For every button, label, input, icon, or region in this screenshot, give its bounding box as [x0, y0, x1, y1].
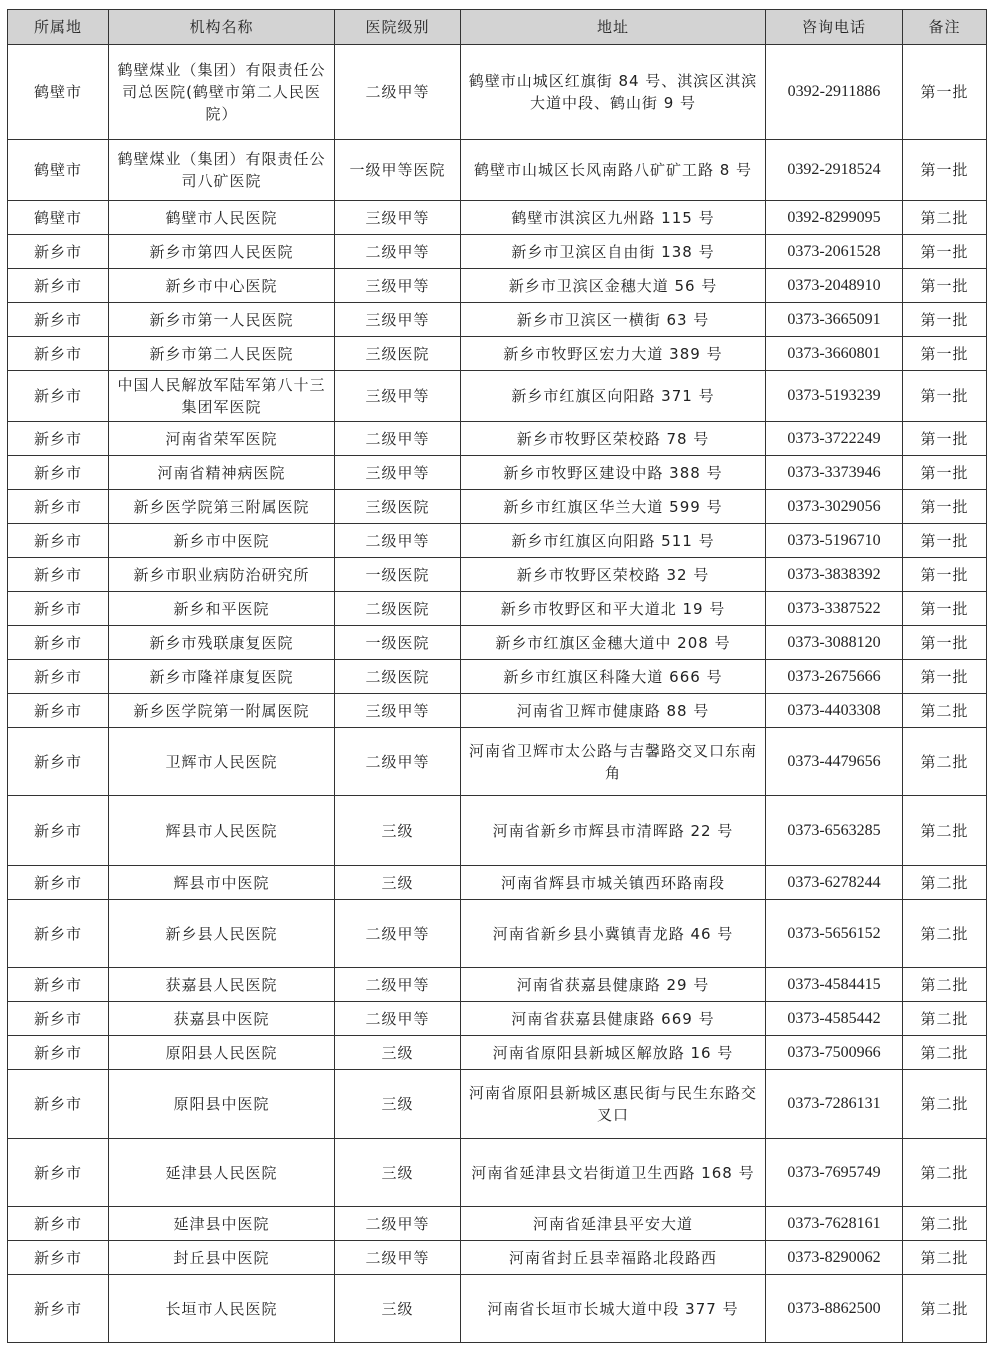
region-cell: 新乡市	[8, 303, 109, 337]
address-cell: 鹤壁市淇滨区九州路 115 号	[461, 201, 766, 235]
address-cell: 河南省辉县市城关镇西环路南段	[461, 866, 766, 900]
address-cell: 新乡市红旗区金穗大道中 208 号	[461, 626, 766, 660]
table-row	[8, 626, 987, 660]
phone-cell: 0373-3373946	[766, 456, 903, 490]
name-cell: 卫辉市人民医院	[109, 728, 335, 796]
table-row	[8, 558, 987, 592]
level-cell: 三级医院	[335, 337, 461, 371]
address-cell: 河南省新乡县小冀镇青龙路 46 号	[461, 900, 766, 968]
name-cell: 新乡市中医院	[109, 524, 335, 558]
address-cell: 河南省封丘县幸福路北段路西	[461, 1241, 766, 1275]
level-cell: 三级甲等	[335, 269, 461, 303]
name-cell: 新乡市残联康复医院	[109, 626, 335, 660]
table-row	[8, 490, 987, 524]
name-cell: 新乡市第一人民医院	[109, 303, 335, 337]
note-cell: 第一批	[903, 592, 987, 626]
note-cell: 第二批	[903, 201, 987, 235]
name-cell: 河南省荣军医院	[109, 422, 335, 456]
level-cell: 三级	[335, 866, 461, 900]
name-cell: 新乡市中心医院	[109, 269, 335, 303]
note-cell: 第二批	[903, 900, 987, 968]
level-cell: 三级甲等	[335, 694, 461, 728]
name-cell: 鹤壁市人民医院	[109, 201, 335, 235]
level-cell: 三级甲等	[335, 201, 461, 235]
address-cell: 河南省获嘉县健康路 29 号	[461, 968, 766, 1002]
region-cell: 新乡市	[8, 1070, 109, 1139]
table-row	[8, 235, 987, 269]
region-cell: 新乡市	[8, 728, 109, 796]
table-row	[8, 1036, 987, 1070]
phone-cell: 0373-3722249	[766, 422, 903, 456]
address-cell: 新乡市牧野区荣校路 78 号	[461, 422, 766, 456]
table-row	[8, 524, 987, 558]
level-cell: 三级	[335, 1275, 461, 1343]
header-level: 医院级别	[335, 10, 461, 45]
table-row	[8, 1207, 987, 1241]
region-cell: 新乡市	[8, 1036, 109, 1070]
note-cell: 第二批	[903, 1036, 987, 1070]
note-cell: 第一批	[903, 337, 987, 371]
level-cell: 二级医院	[335, 592, 461, 626]
address-cell: 新乡市牧野区宏力大道 389 号	[461, 337, 766, 371]
table-row	[8, 728, 987, 796]
region-cell: 新乡市	[8, 626, 109, 660]
level-cell: 二级医院	[335, 660, 461, 694]
table-row	[8, 456, 987, 490]
name-cell: 长垣市人民医院	[109, 1275, 335, 1343]
level-cell: 二级甲等	[335, 45, 461, 140]
address-cell: 河南省延津县文岩街道卫生西路 168 号	[461, 1139, 766, 1207]
phone-cell: 0373-4403308	[766, 694, 903, 728]
name-cell: 原阳县中医院	[109, 1070, 335, 1139]
name-cell: 原阳县人民医院	[109, 1036, 335, 1070]
level-cell: 二级甲等	[335, 728, 461, 796]
phone-cell: 0373-7500966	[766, 1036, 903, 1070]
level-cell: 三级甲等	[335, 456, 461, 490]
table-row	[8, 796, 987, 866]
phone-cell: 0373-6278244	[766, 866, 903, 900]
name-cell: 新乡市第四人民医院	[109, 235, 335, 269]
phone-cell: 0392-2911886	[766, 45, 903, 140]
note-cell: 第二批	[903, 968, 987, 1002]
region-cell: 新乡市	[8, 1275, 109, 1343]
name-cell: 鹤壁煤业（集团）有限责任公司总医院(鹤壁市第二人民医院）	[109, 45, 335, 140]
hospital-table	[7, 9, 987, 1343]
note-cell: 第二批	[903, 694, 987, 728]
level-cell: 三级医院	[335, 490, 461, 524]
level-cell: 二级甲等	[335, 422, 461, 456]
note-cell: 第一批	[903, 269, 987, 303]
table-row	[8, 201, 987, 235]
header-region: 所属地	[8, 10, 109, 45]
note-cell: 第二批	[903, 866, 987, 900]
region-cell: 新乡市	[8, 337, 109, 371]
level-cell: 三级	[335, 1070, 461, 1139]
phone-cell: 0373-2048910	[766, 269, 903, 303]
header-address: 地址	[461, 10, 766, 45]
name-cell: 获嘉县人民医院	[109, 968, 335, 1002]
note-cell: 第一批	[903, 558, 987, 592]
address-cell: 新乡市牧野区荣校路 32 号	[461, 558, 766, 592]
header-phone: 咨询电话	[766, 10, 903, 45]
address-cell: 河南省新乡市辉县市清晖路 22 号	[461, 796, 766, 866]
table-row	[8, 1070, 987, 1139]
region-cell: 新乡市	[8, 490, 109, 524]
level-cell: 三级	[335, 1036, 461, 1070]
note-cell: 第一批	[903, 490, 987, 524]
phone-cell: 0373-5193239	[766, 371, 903, 422]
note-cell: 第二批	[903, 1241, 987, 1275]
header-name: 机构名称	[109, 10, 335, 45]
address-cell: 新乡市红旗区华兰大道 599 号	[461, 490, 766, 524]
name-cell: 河南省精神病医院	[109, 456, 335, 490]
table-row	[8, 660, 987, 694]
table-row	[8, 900, 987, 968]
address-cell: 新乡市卫滨区自由街 138 号	[461, 235, 766, 269]
phone-cell: 0373-7628161	[766, 1207, 903, 1241]
level-cell: 二级甲等	[335, 1002, 461, 1036]
region-cell: 新乡市	[8, 456, 109, 490]
level-cell: 一级甲等医院	[335, 140, 461, 201]
name-cell: 新乡市隆祥康复医院	[109, 660, 335, 694]
phone-cell: 0373-3029056	[766, 490, 903, 524]
region-cell: 新乡市	[8, 694, 109, 728]
level-cell: 二级甲等	[335, 968, 461, 1002]
phone-cell: 0373-4584415	[766, 968, 903, 1002]
header-row	[8, 10, 987, 45]
note-cell: 第二批	[903, 1139, 987, 1207]
region-cell: 新乡市	[8, 371, 109, 422]
table-row	[8, 1275, 987, 1343]
name-cell: 新乡和平医院	[109, 592, 335, 626]
phone-cell: 0373-7695749	[766, 1139, 903, 1207]
address-cell: 新乡市卫滨区一横街 63 号	[461, 303, 766, 337]
header-note: 备注	[903, 10, 987, 45]
level-cell: 三级	[335, 1139, 461, 1207]
name-cell: 新乡县人民医院	[109, 900, 335, 968]
note-cell: 第一批	[903, 140, 987, 201]
region-cell: 新乡市	[8, 866, 109, 900]
phone-cell: 0373-5196710	[766, 524, 903, 558]
table-row	[8, 694, 987, 728]
note-cell: 第二批	[903, 728, 987, 796]
table-row	[8, 269, 987, 303]
name-cell: 鹤壁煤业（集团）有限责任公司八矿医院	[109, 140, 335, 201]
phone-cell: 0373-3088120	[766, 626, 903, 660]
phone-cell: 0373-8862500	[766, 1275, 903, 1343]
table-row	[8, 866, 987, 900]
phone-cell: 0373-3660801	[766, 337, 903, 371]
level-cell: 一级医院	[335, 558, 461, 592]
name-cell: 辉县市人民医院	[109, 796, 335, 866]
table-row	[8, 1139, 987, 1207]
region-cell: 新乡市	[8, 968, 109, 1002]
note-cell: 第二批	[903, 1275, 987, 1343]
region-cell: 鹤壁市	[8, 45, 109, 140]
address-cell: 河南省延津县平安大道	[461, 1207, 766, 1241]
level-cell: 一级医院	[335, 626, 461, 660]
phone-cell: 0373-3665091	[766, 303, 903, 337]
table-row	[8, 371, 987, 422]
note-cell: 第一批	[903, 456, 987, 490]
phone-cell: 0373-3387522	[766, 592, 903, 626]
region-cell: 新乡市	[8, 235, 109, 269]
address-cell: 河南省原阳县新城区解放路 16 号	[461, 1036, 766, 1070]
note-cell: 第一批	[903, 371, 987, 422]
region-cell: 新乡市	[8, 796, 109, 866]
note-cell: 第二批	[903, 1002, 987, 1036]
address-cell: 新乡市红旗区向阳路 371 号	[461, 371, 766, 422]
region-cell: 新乡市	[8, 524, 109, 558]
region-cell: 新乡市	[8, 592, 109, 626]
phone-cell: 0373-5656152	[766, 900, 903, 968]
address-cell: 河南省获嘉县健康路 669 号	[461, 1002, 766, 1036]
phone-cell: 0392-2918524	[766, 140, 903, 201]
phone-cell: 0373-4479656	[766, 728, 903, 796]
name-cell: 新乡市第二人民医院	[109, 337, 335, 371]
note-cell: 第二批	[903, 796, 987, 866]
region-cell: 新乡市	[8, 660, 109, 694]
address-cell: 新乡市卫滨区金穗大道 56 号	[461, 269, 766, 303]
region-cell: 鹤壁市	[8, 140, 109, 201]
address-cell: 新乡市牧野区和平大道北 19 号	[461, 592, 766, 626]
note-cell: 第二批	[903, 1070, 987, 1139]
note-cell: 第一批	[903, 303, 987, 337]
address-cell: 河南省长垣市长城大道中段 377 号	[461, 1275, 766, 1343]
phone-cell: 0373-4585442	[766, 1002, 903, 1036]
note-cell: 第一批	[903, 626, 987, 660]
region-cell: 新乡市	[8, 558, 109, 592]
level-cell: 三级甲等	[335, 303, 461, 337]
name-cell: 新乡市职业病防治研究所	[109, 558, 335, 592]
address-cell: 河南省卫辉市太公路与吉馨路交叉口东南角	[461, 728, 766, 796]
name-cell: 延津县人民医院	[109, 1139, 335, 1207]
level-cell: 三级甲等	[335, 371, 461, 422]
name-cell: 新乡医学院第三附属医院	[109, 490, 335, 524]
table-row	[8, 45, 987, 140]
name-cell: 获嘉县中医院	[109, 1002, 335, 1036]
table-row	[8, 1002, 987, 1036]
name-cell: 新乡医学院第一附属医院	[109, 694, 335, 728]
phone-cell: 0373-7286131	[766, 1070, 903, 1139]
name-cell: 辉县市中医院	[109, 866, 335, 900]
region-cell: 新乡市	[8, 269, 109, 303]
note-cell: 第一批	[903, 660, 987, 694]
region-cell: 新乡市	[8, 1002, 109, 1036]
level-cell: 三级	[335, 796, 461, 866]
table-row	[8, 592, 987, 626]
address-cell: 新乡市红旗区科隆大道 666 号	[461, 660, 766, 694]
name-cell: 中国人民解放军陆军第八十三集团军医院	[109, 371, 335, 422]
address-cell: 鹤壁市山城区红旗街 84 号、淇滨区淇滨大道中段、鹤山街 9 号	[461, 45, 766, 140]
address-cell: 鹤壁市山城区长风南路八矿矿工路 8 号	[461, 140, 766, 201]
level-cell: 二级甲等	[335, 235, 461, 269]
table-row	[8, 337, 987, 371]
region-cell: 新乡市	[8, 1241, 109, 1275]
level-cell: 二级甲等	[335, 524, 461, 558]
level-cell: 二级甲等	[335, 1207, 461, 1241]
note-cell: 第一批	[903, 45, 987, 140]
note-cell: 第一批	[903, 235, 987, 269]
table-row	[8, 968, 987, 1002]
table-row	[8, 140, 987, 201]
note-cell: 第二批	[903, 1207, 987, 1241]
name-cell: 封丘县中医院	[109, 1241, 335, 1275]
address-cell: 河南省原阳县新城区惠民街与民生东路交叉口	[461, 1070, 766, 1139]
phone-cell: 0373-3838392	[766, 558, 903, 592]
table-row	[8, 422, 987, 456]
table-row	[8, 303, 987, 337]
name-cell: 延津县中医院	[109, 1207, 335, 1241]
phone-cell: 0392-8299095	[766, 201, 903, 235]
address-cell: 新乡市红旗区向阳路 511 号	[461, 524, 766, 558]
region-cell: 新乡市	[8, 1207, 109, 1241]
level-cell: 二级甲等	[335, 900, 461, 968]
phone-cell: 0373-8290062	[766, 1241, 903, 1275]
address-cell: 河南省卫辉市健康路 88 号	[461, 694, 766, 728]
address-cell: 新乡市牧野区建设中路 388 号	[461, 456, 766, 490]
note-cell: 第一批	[903, 422, 987, 456]
note-cell: 第一批	[903, 524, 987, 558]
region-cell: 新乡市	[8, 1139, 109, 1207]
phone-cell: 0373-2675666	[766, 660, 903, 694]
region-cell: 新乡市	[8, 422, 109, 456]
table-row	[8, 1241, 987, 1275]
region-cell: 鹤壁市	[8, 201, 109, 235]
phone-cell: 0373-2061528	[766, 235, 903, 269]
level-cell: 二级甲等	[335, 1241, 461, 1275]
phone-cell: 0373-6563285	[766, 796, 903, 866]
region-cell: 新乡市	[8, 900, 109, 968]
